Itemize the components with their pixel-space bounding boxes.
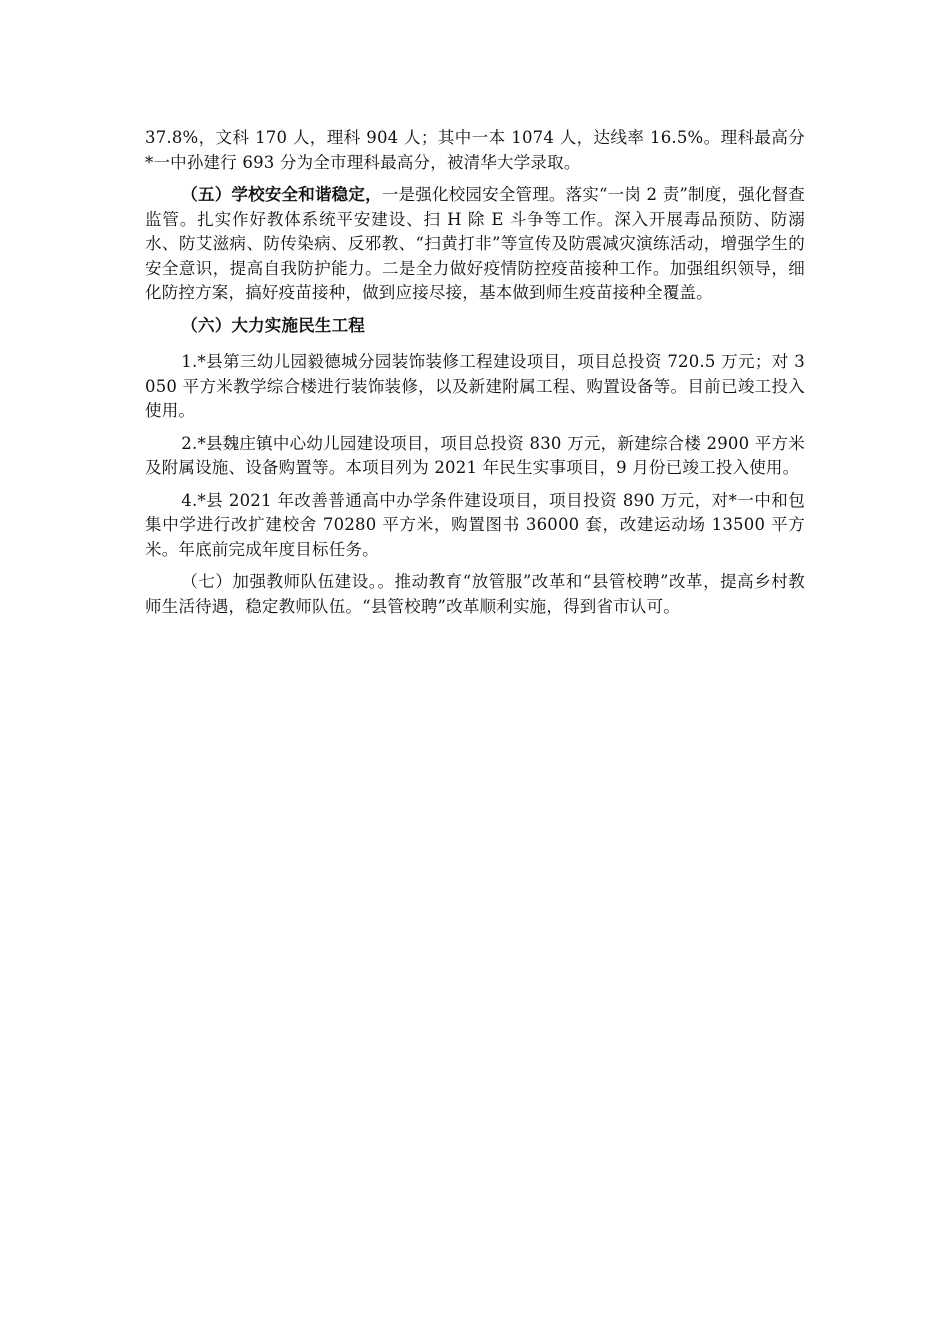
paragraph-project-2 xyxy=(145,432,805,481)
paragraph-teacher-team xyxy=(145,570,805,619)
section-heading-6: （六）大力实施民生工程 xyxy=(181,315,365,335)
paragraph-school-safety xyxy=(145,183,805,306)
paragraph-project-1 xyxy=(145,350,805,424)
paragraph-text: 2.*县魏庄镇中心幼儿园建设项目，项目总投资 830 万元，新建综合楼 2900 平方米及附属设施、设备购置等。本项目列为 2021 年民生实事项目，9 月份已竣工投入使用。 xyxy=(145,433,805,477)
document-page xyxy=(145,126,805,627)
paragraph-text: 37.8%，文科 170 人，理科 904 人；其中一本 1074 人，达线率 16.5%。理科最高分*一中孙建行 693 分为全市理科最高分，被清华大学录取。 xyxy=(145,128,805,172)
paragraph-exam-results xyxy=(145,126,805,175)
paragraph-text: 一是强化校园安全管理。落实“一岗 2 责”制度，强化督查监管。扎实作好教体系统平安建设、扫 H 除 E 斗争等工作。深入开展毒品预防、防溺水、防艾滋病、防传染病、反邪教、“扫黄打非”等宣传及防震减灾演练活动，增强学生的安全意识，提高自我防护能力。二是全力做好疫情防控疫苗接种工作。加强组织领导，细化防控方案，搞好疫苗接种，做到应接尽接，基本做到师生疫苗接种全覆盖。 xyxy=(145,185,805,302)
paragraph-text: 1.*县第三幼儿园毅德城分园装饰装修工程建设项目，项目总投资 720.5 万元；对 3050 平方米教学综合楼进行装饰装修，以及新建附属工程、购置设备等。目前已竣工投入使用。 xyxy=(145,352,805,420)
paragraph-project-4 xyxy=(145,489,805,563)
paragraph-text: 4.*县 2021 年改善普通高中办学条件建设项目，项目投资 890 万元，对*一中和包集中学进行改扩建校舍 70280 平方米，购置图书 36000 套，改建运动场 13500 平方米。年底前完成年度目标任务。 xyxy=(145,490,805,559)
section-lead-5: （五）学校安全和谐稳定， xyxy=(181,185,382,204)
paragraph-text: （七）加强教师队伍建设。。推动教育“放管服”改革和“县管校聘”改革，提高乡村教师生活待遇，稳定教师队伍。“县管校聘”改革顺利实施，得到省市认可。 xyxy=(145,572,805,616)
